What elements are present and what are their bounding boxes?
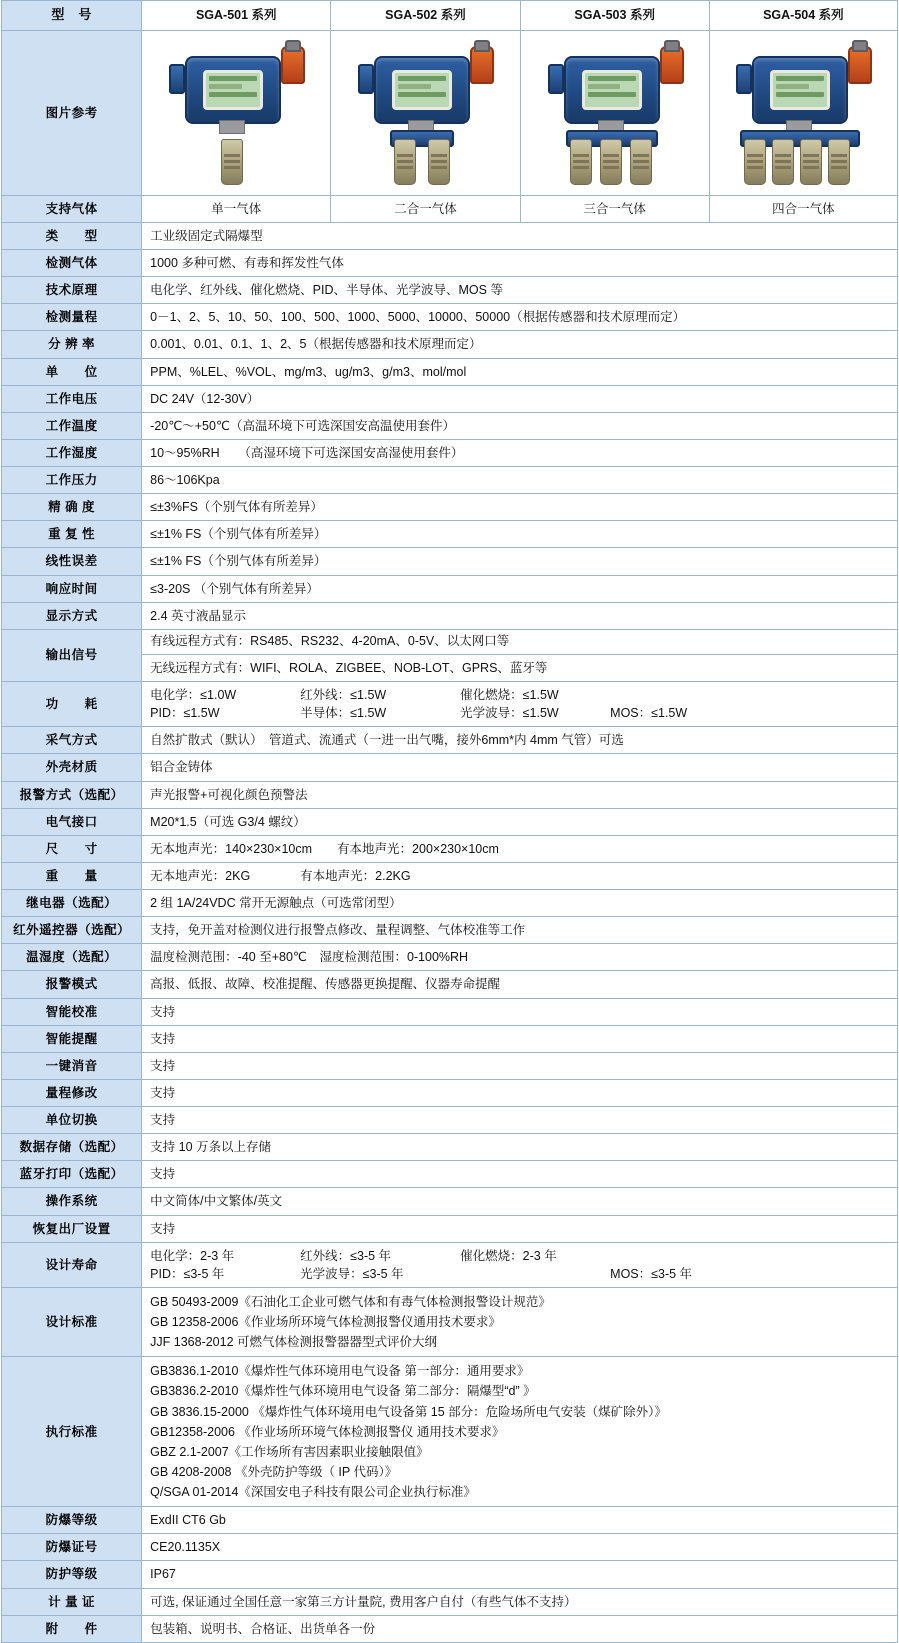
table-row-output-signal — [2, 629, 898, 681]
row-label-ir-remote: 红外遥控器（选配） — [2, 917, 142, 944]
table-row-detection-gas — [2, 250, 898, 277]
table-row-unit — [2, 358, 898, 385]
row-label-response-time: 响应时间 — [2, 575, 142, 602]
row-label-alarm-method: 报警方式（选配） — [2, 781, 142, 808]
supported-gas-502: 二合一气体 — [331, 195, 520, 222]
row-value-ex-certificate: CE20.1135X — [142, 1534, 898, 1561]
supported-gas-503: 三合一气体 — [520, 195, 709, 222]
row-label-alarm-mode: 报警模式 — [2, 971, 142, 998]
table-row-temp-humidity-option — [2, 944, 898, 971]
table-row-repeatability — [2, 521, 898, 548]
table-row-humidity — [2, 439, 898, 466]
row-label-image-reference: 图片参考 — [2, 30, 142, 195]
table-row-response-time — [2, 575, 898, 602]
design-standard-item-3: JJF 1368-2012 可燃气体检测报警器器型式评价大纲 — [150, 1335, 438, 1350]
execution-standard-item-3: GB 3836.15-2000 《爆炸性气体环境用电气设备第 15 部分：危险场所电气安装（煤矿除外）》 — [150, 1404, 667, 1419]
row-value-temperature: -20℃～+50℃（高温环境下可选深国安高温使用套件） — [142, 412, 898, 439]
row-label-temp-humidity-option: 温湿度（选配） — [2, 944, 142, 971]
row-value-data-storage: 支持 10 万条以上存储 — [142, 1134, 898, 1161]
power-optical: 光学波导：≤1.5W — [460, 706, 559, 721]
table-row-relay — [2, 890, 898, 917]
row-value-smart-calibration: 支持 — [142, 998, 898, 1025]
row-label-factory-reset: 恢复出厂设置 — [2, 1215, 142, 1242]
row-value-power — [142, 682, 898, 727]
row-value-voltage: DC 24V（12-30V） — [142, 385, 898, 412]
table-row-execution-standard — [2, 1357, 898, 1507]
execution-standard-item-6: GB 4208-2008 《外壳防护等级（ IP 代码）》 — [150, 1464, 398, 1479]
specification-table — [1, 0, 898, 1643]
table-row-design-standard — [2, 1287, 898, 1356]
table-row-linearity — [2, 548, 898, 575]
supported-gas-501: 单一气体 — [142, 195, 331, 222]
row-value-response-time: ≤3-20S （个别气体有所差异） — [142, 575, 898, 602]
table-row-range-modify — [2, 1079, 898, 1106]
power-semiconductor: 半导体：≤1.5W — [300, 706, 387, 721]
row-value-alarm-method: 声光报警+可视化颜色预警法 — [142, 781, 898, 808]
execution-standard-item-2: GB3836.2-2010《爆炸性气体环境用电气设备 第二部分：隔爆型“d” 》 — [150, 1384, 536, 1399]
table-row-ir-remote — [2, 917, 898, 944]
row-label-metrology-certificate: 计 量 证 — [2, 1588, 142, 1615]
row-label-bluetooth-print: 蓝牙打印（选配） — [2, 1161, 142, 1188]
table-row-model-header — [2, 1, 898, 31]
row-value-pressure: 86～106Kpa — [142, 467, 898, 494]
lifetime-optical: 光学波导：≤3-5 年 — [300, 1266, 404, 1281]
execution-standard-item-5: GBZ 2.1-2007《工作场所有害因素职业接触限值》 — [150, 1444, 429, 1459]
table-row-display — [2, 602, 898, 629]
model-name-504: SGA-504 系列 — [709, 1, 897, 31]
row-value-display: 2.4 英寸液晶显示 — [142, 602, 898, 629]
lifetime-catalytic: 催化燃烧：2-3 年 — [460, 1248, 557, 1263]
row-label-ex-rating: 防爆等级 — [2, 1507, 142, 1534]
table-row-metrology-certificate — [2, 1588, 898, 1615]
table-row-type — [2, 222, 898, 249]
table-row-electrical-interface — [2, 808, 898, 835]
row-label-ex-certificate: 防爆证号 — [2, 1534, 142, 1561]
table-row-temperature — [2, 412, 898, 439]
row-label-electrical-interface: 电气接口 — [2, 808, 142, 835]
table-row-accuracy — [2, 494, 898, 521]
row-label-type: 类 型 — [2, 222, 142, 249]
row-label-relay: 继电器（选配） — [2, 890, 142, 917]
row-value-size: 无本地声光：140×230×10cm 有本地声光：200×230×10cm — [142, 835, 898, 862]
row-value-resolution: 0.001、0.01、0.1、1、2、5（根据传感器和技术原理而定） — [142, 331, 898, 358]
row-value-technology: 电化学、红外线、催化燃烧、PID、半导体、光学波导、MOS 等 — [142, 277, 898, 304]
row-label-voltage: 工作电压 — [2, 385, 142, 412]
row-label-humidity: 工作湿度 — [2, 439, 142, 466]
row-label-temperature: 工作温度 — [2, 412, 142, 439]
table-row-sampling — [2, 727, 898, 754]
table-row-ex-rating — [2, 1507, 898, 1534]
table-row-resolution — [2, 331, 898, 358]
row-label-ip-rating: 防护等级 — [2, 1561, 142, 1588]
row-label-unit: 单 位 — [2, 358, 142, 385]
lifetime-electrochemical: 电化学：2-3 年 — [150, 1248, 235, 1263]
row-label-smart-calibration: 智能校准 — [2, 998, 142, 1025]
row-value-unit: PPM、%LEL、%VOL、mg/m3、ug/m3、g/m3、mol/mol — [142, 358, 898, 385]
row-value-ex-rating: ExdII CT6 Gb — [142, 1507, 898, 1534]
row-value-weight: 无本地声光：2KG 有本地声光：2.2KG — [142, 862, 898, 889]
row-label-display: 显示方式 — [2, 602, 142, 629]
execution-standard-item-7: Q/SGA 01-2014《深国安电子科技有限公司企业执行标准》 — [150, 1485, 476, 1500]
row-label-data-storage: 数据存储（选配） — [2, 1134, 142, 1161]
row-value-unit-switch: 支持 — [142, 1107, 898, 1134]
row-value-metrology-certificate: 可选, 保证通过全国任意一家第三方计量院, 费用客户自付（有些气体不支持） — [142, 1588, 898, 1615]
row-label-detection-gas: 检测气体 — [2, 250, 142, 277]
table-row-weight — [2, 862, 898, 889]
row-value-accuracy: ≤±3%FS（个别气体有所差异） — [142, 494, 898, 521]
lifetime-mos: MOS：≤3-5 年 — [610, 1266, 693, 1281]
row-value-shell-material: 铝合金铸体 — [142, 754, 898, 781]
row-label-output-signal: 输出信号 — [2, 629, 142, 681]
design-standard-item-1: GB 50493-2009《石油化工企业可燃气体和有毒气体检测报警设计规范》 — [150, 1294, 551, 1309]
table-row-smart-reminder — [2, 1025, 898, 1052]
table-row-size — [2, 835, 898, 862]
execution-standard-item-4: GB12358-2006 《作业场所环境气体检测报警仪 通用技术要求》 — [150, 1424, 505, 1439]
row-value-electrical-interface: M20*1.5（可选 G3/4 螺纹） — [142, 808, 898, 835]
power-catalytic: 催化燃烧：≤1.5W — [460, 688, 559, 703]
table-row-accessories — [2, 1615, 898, 1642]
row-label-os: 操作系统 — [2, 1188, 142, 1215]
table-row-technology — [2, 277, 898, 304]
row-value-relay: 2 组 1A/24VDC 常开无源触点（可选常闭型） — [142, 890, 898, 917]
table-row-alarm-method — [2, 781, 898, 808]
row-label-supported-gas: 支持气体 — [2, 195, 142, 222]
row-value-linearity: ≤±1% FS（个别气体有所差异） — [142, 548, 898, 575]
table-row-range — [2, 304, 898, 331]
row-label-unit-switch: 单位切换 — [2, 1107, 142, 1134]
table-row-os — [2, 1188, 898, 1215]
table-row-supported-gas — [2, 195, 898, 222]
row-label-pressure: 工作压力 — [2, 467, 142, 494]
product-image-501 — [142, 30, 331, 195]
row-value-ip-rating: IP67 — [142, 1561, 898, 1588]
row-value-factory-reset: 支持 — [142, 1215, 898, 1242]
model-name-503: SGA-503 系列 — [520, 1, 709, 31]
row-value-os: 中文简体/中文繁体/英文 — [142, 1188, 898, 1215]
row-value-one-key-mute: 支持 — [142, 1052, 898, 1079]
table-row-alarm-mode — [2, 971, 898, 998]
row-label-range: 检测量程 — [2, 304, 142, 331]
table-row-ex-certificate — [2, 1534, 898, 1561]
row-value-sampling: 自然扩散式（默认） 管道式、流通式（一进一出气嘴，接外6mm*内 4mm 气管）可选 — [142, 727, 898, 754]
row-label-execution-standard: 执行标准 — [2, 1357, 142, 1507]
row-label-size: 尺 寸 — [2, 835, 142, 862]
design-standard-item-2: GB 12358-2006《作业场所环境气体检测报警仪通用技术要求》 — [150, 1315, 501, 1330]
row-label-technology: 技术原理 — [2, 277, 142, 304]
row-value-humidity: 10～95%RH （高湿环境下可选深国安高湿使用套件） — [142, 439, 898, 466]
table-row-voltage — [2, 385, 898, 412]
row-label-design-lifetime: 设计寿命 — [2, 1242, 142, 1287]
supported-gas-504: 四合一气体 — [709, 195, 897, 222]
table-row-unit-switch — [2, 1107, 898, 1134]
row-value-type: 工业级固定式隔爆型 — [142, 222, 898, 249]
table-row-power — [2, 682, 898, 727]
row-label-one-key-mute: 一键消音 — [2, 1052, 142, 1079]
row-label-accessories: 附 件 — [2, 1615, 142, 1642]
gas-detector-icon-3probe — [530, 34, 700, 186]
row-label-range-modify: 量程修改 — [2, 1079, 142, 1106]
power-pid: PID：≤1.5W — [150, 706, 220, 721]
table-row-one-key-mute — [2, 1052, 898, 1079]
row-label-repeatability: 重 复 性 — [2, 521, 142, 548]
row-label-sampling: 采气方式 — [2, 727, 142, 754]
row-label-shell-material: 外壳材质 — [2, 754, 142, 781]
row-label-smart-reminder: 智能提醒 — [2, 1025, 142, 1052]
row-value-smart-reminder: 支持 — [142, 1025, 898, 1052]
lifetime-infrared: 红外线：≤3-5 年 — [300, 1248, 392, 1263]
row-label-design-standard: 设计标准 — [2, 1287, 142, 1356]
row-value-ir-remote: 支持，免开盖对检测仪进行报警点修改、量程调整、气体校准等工作 — [142, 917, 898, 944]
row-value-detection-gas: 1000 多种可燃、有毒和挥发性气体 — [142, 250, 898, 277]
row-value-alarm-mode: 高报、低报、故障、校准提醒、传感器更换提醒、仪器寿命提醒 — [142, 971, 898, 998]
gas-detector-icon-1probe — [151, 34, 321, 186]
table-row-data-storage — [2, 1134, 898, 1161]
row-value-design-lifetime — [142, 1242, 898, 1287]
table-row-factory-reset — [2, 1215, 898, 1242]
lifetime-pid: PID：≤3-5 年 — [150, 1266, 225, 1281]
gas-detector-icon-2probe — [340, 34, 510, 186]
row-value-repeatability: ≤±1% FS（个别气体有所差异） — [142, 521, 898, 548]
power-infrared: 红外线：≤1.5W — [300, 688, 387, 703]
table-row-shell-material — [2, 754, 898, 781]
product-image-504 — [709, 30, 897, 195]
row-value-output-signal — [142, 629, 898, 681]
row-label-weight: 重 量 — [2, 862, 142, 889]
power-mos: MOS：≤1.5W — [610, 706, 688, 721]
row-label-accuracy: 精 确 度 — [2, 494, 142, 521]
row-value-bluetooth-print: 支持 — [142, 1161, 898, 1188]
model-name-502: SGA-502 系列 — [331, 1, 520, 31]
table-row-pressure — [2, 467, 898, 494]
row-label-resolution: 分 辨 率 — [2, 331, 142, 358]
table-row-bluetooth-print — [2, 1161, 898, 1188]
table-row-ip-rating — [2, 1561, 898, 1588]
row-label-model: 型 号 — [2, 1, 142, 31]
table-row-smart-calibration — [2, 998, 898, 1025]
row-value-range-modify: 支持 — [142, 1079, 898, 1106]
row-value-execution-standard — [142, 1357, 898, 1507]
product-image-503 — [520, 30, 709, 195]
gas-detector-icon-4probe — [718, 34, 888, 186]
row-value-range: 0－1、2、5、10、50、100、500、1000、5000、10000、50000（根据传感器和技术原理而定） — [142, 304, 898, 331]
model-name-501: SGA-501 系列 — [142, 1, 331, 31]
row-label-linearity: 线性误差 — [2, 548, 142, 575]
power-electrochemical: 电化学：≤1.0W — [150, 688, 237, 703]
table-row-product-images — [2, 30, 898, 195]
output-signal-wireless: 无线远程方式有：WIFI、ROLA、ZIGBEE、NOB-LOT、GPRS、蓝牙等 — [150, 660, 548, 675]
output-signal-wired: 有线远程方式有：RS485、RS232、4-20mA、0-5V、以太网口等 — [142, 630, 897, 655]
row-label-power: 功 耗 — [2, 682, 142, 727]
table-row-design-lifetime — [2, 1242, 898, 1287]
row-value-design-standard — [142, 1287, 898, 1356]
row-value-accessories: 包装箱、说明书、合格证、出货单各一份 — [142, 1615, 898, 1642]
row-value-temp-humidity-option: 温度检测范围：-40 至+80℃ 湿度检测范围：0-100%RH — [142, 944, 898, 971]
execution-standard-item-1: GB3836.1-2010《爆炸性气体环境用电气设备 第一部分：通用要求》 — [150, 1364, 530, 1379]
product-image-502 — [331, 30, 520, 195]
